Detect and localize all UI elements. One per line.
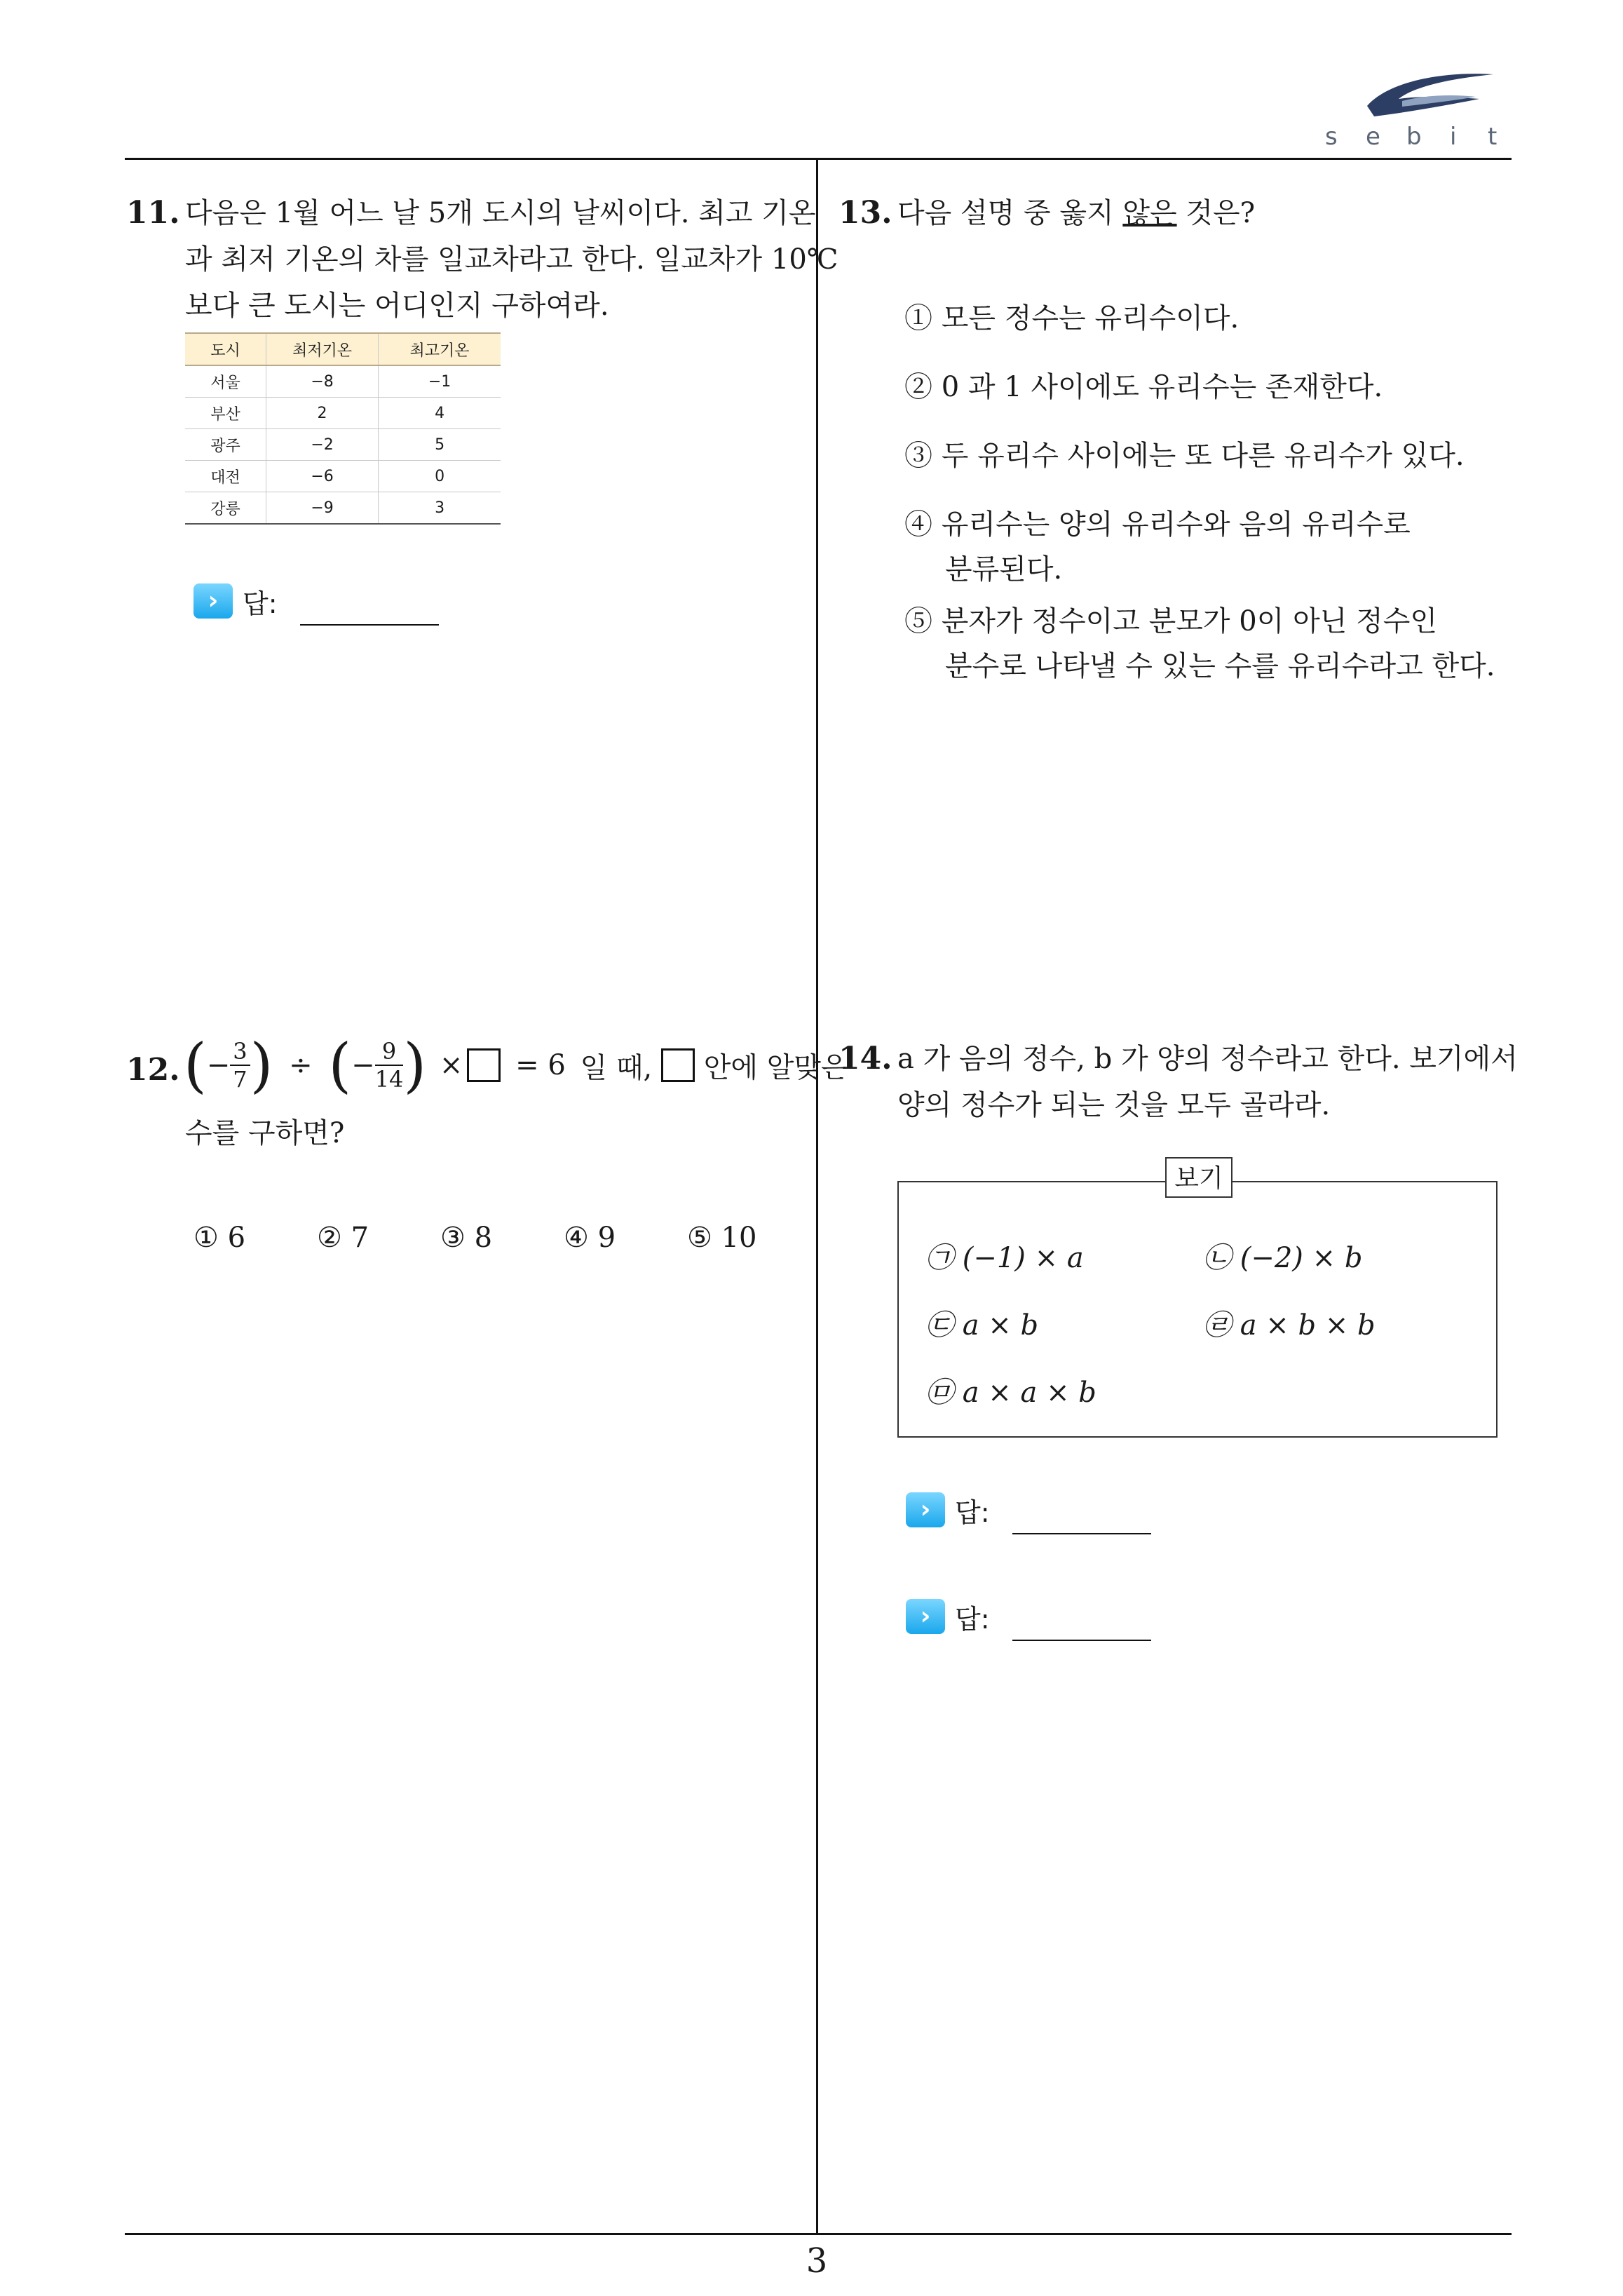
table-cell: 3 [379,492,501,525]
bogi-title: 보기 [1165,1157,1232,1198]
q13-choice-2[interactable]: ② 0 과 1 사이에도 유리수는 존재한다. [904,371,1383,403]
q14-line-1: a 가 음의 정수, b 가 양의 정수라고 한다. 보기에서 [897,1043,1518,1075]
logo-letter-b: b [1406,123,1422,151]
q11-answer-blank[interactable] [300,624,439,626]
logo-letter-i: i [1450,123,1457,151]
table-row [185,398,501,429]
q11-line-1: 다음은 1월 어느 날 5개 도시의 날씨이다. 최고 기온 [185,197,816,229]
paren-close: ) [250,1031,273,1100]
top-rule [125,158,1512,160]
q11-number: 11. [126,195,180,231]
q11-line-3: 보다 큰 도시는 어디인지 구하여라. [185,290,609,322]
table-cell: −2 [266,429,378,461]
table-cell: 5 [379,429,501,461]
table-cell: 0 [379,461,501,492]
table-cell: −1 [379,365,501,398]
bottom-rule [125,2233,1512,2235]
q12-choice-5[interactable]: ⑤ 10 [687,1222,757,1254]
paren-open: ( [328,1031,352,1100]
q14-answer-label-1: 답: [955,1497,990,1528]
table-cell: 대전 [185,461,266,492]
table-row [185,429,501,461]
q14-number: 14. [838,1041,892,1076]
logo-letter-e: e [1366,123,1380,151]
paren-close: ) [403,1031,427,1100]
table-header-min: 최저기온 [266,333,378,365]
q14-answer-label-2: 답: [955,1604,990,1635]
table-cell: −6 [266,461,378,492]
blank-box [661,1048,695,1082]
q13-choice-4[interactable]: ④ 유리수는 양의 유리수와 음의 유리수로 [904,508,1411,541]
table-header-city: 도시 [185,333,266,365]
bogi-item-2: ㉡ (−2) × b [1203,1242,1363,1274]
bogi-item-1: ㉠ (−1) × a [925,1242,1084,1274]
table-row [185,492,501,525]
logo-letter-t: t [1488,123,1498,151]
table-cell: 광주 [185,429,266,461]
q13-choice-1[interactable]: ① 모든 정수는 유리수이다. [904,302,1240,335]
sebit-logo-icon [1360,67,1500,123]
q13-number: 13. [838,195,892,231]
q11-weather-table [185,332,501,525]
table-cell: 강릉 [185,492,266,525]
answer-arrow-icon: › [906,1599,945,1634]
q13-choice-4-cont: 분류된다. [945,553,1063,586]
blank-box [467,1048,501,1082]
q12-expression: (− $\frac{3}{7}$ ) ÷ (− $\frac{9}{14}$ ) × = 6 일 때, 안에 알맞은 [184,1031,848,1100]
table-cell: 4 [379,398,501,429]
column-divider [816,160,818,2233]
q11-answer-label: 답: [243,588,278,619]
logo-text [1318,123,1507,151]
answer-arrow-icon: › [906,1492,945,1527]
table-header-row [185,333,501,365]
paren-open: ( [184,1031,207,1100]
q12-choice-4[interactable]: ④ 9 [564,1222,616,1254]
q11-line-2: 과 최저 기온의 차를 일교차라고 한다. 일교차가 10℃ [185,243,838,276]
q13-choice-3[interactable]: ③ 두 유리수 사이에는 또 다른 유리수가 있다. [904,440,1465,472]
table-cell: 2 [266,398,378,429]
q12-choice-2[interactable]: ② 7 [317,1222,369,1254]
table-row [185,461,501,492]
table-cell: 부산 [185,398,266,429]
q13-prompt-start: 다음 설명 중 옳지 [897,197,1123,229]
q13-prompt [897,191,1255,236]
fraction-9-14: $\frac{9}{14}$ [374,1038,404,1093]
q12-line-2: 수를 구하면? [185,1117,345,1149]
q13-prompt-end: 것은? [1176,197,1256,229]
bogi-item-3: ㉢ a × b [925,1309,1039,1342]
q12-choice-3[interactable]: ③ 8 [440,1222,493,1254]
q12-number: 12. [126,1052,180,1088]
q13-choice-5-cont: 분수로 나타낼 수 있는 수를 유리수라고 한다. [945,650,1495,682]
q13-choice-5[interactable]: ⑤ 분자가 정수이고 분모가 0이 아닌 정수인 [904,605,1437,637]
q14-answer-blank-1[interactable] [1012,1533,1151,1534]
table-header-max: 최고기온 [379,333,501,365]
page-number: 3 [806,2241,828,2281]
q12-choice-1[interactable]: ① 6 [193,1222,246,1254]
q14-answer-blank-2[interactable] [1012,1640,1151,1641]
table-cell: −8 [266,365,378,398]
q13-prompt-underlined: 않은 [1122,197,1177,229]
table-cell: 서울 [185,365,266,398]
q14-line-2: 양의 정수가 되는 것을 모두 골라라. [897,1089,1331,1121]
bogi-item-4: ㉣ a × b × b [1203,1309,1376,1342]
table-row [185,365,501,398]
bogi-item-5: ㉤ a × a × b [925,1377,1096,1409]
answer-arrow-icon: › [193,583,233,619]
table-cell: −9 [266,492,378,525]
logo-letter-s: s [1325,123,1338,151]
fraction-3-7: $\frac{3}{7}$ [230,1038,250,1093]
